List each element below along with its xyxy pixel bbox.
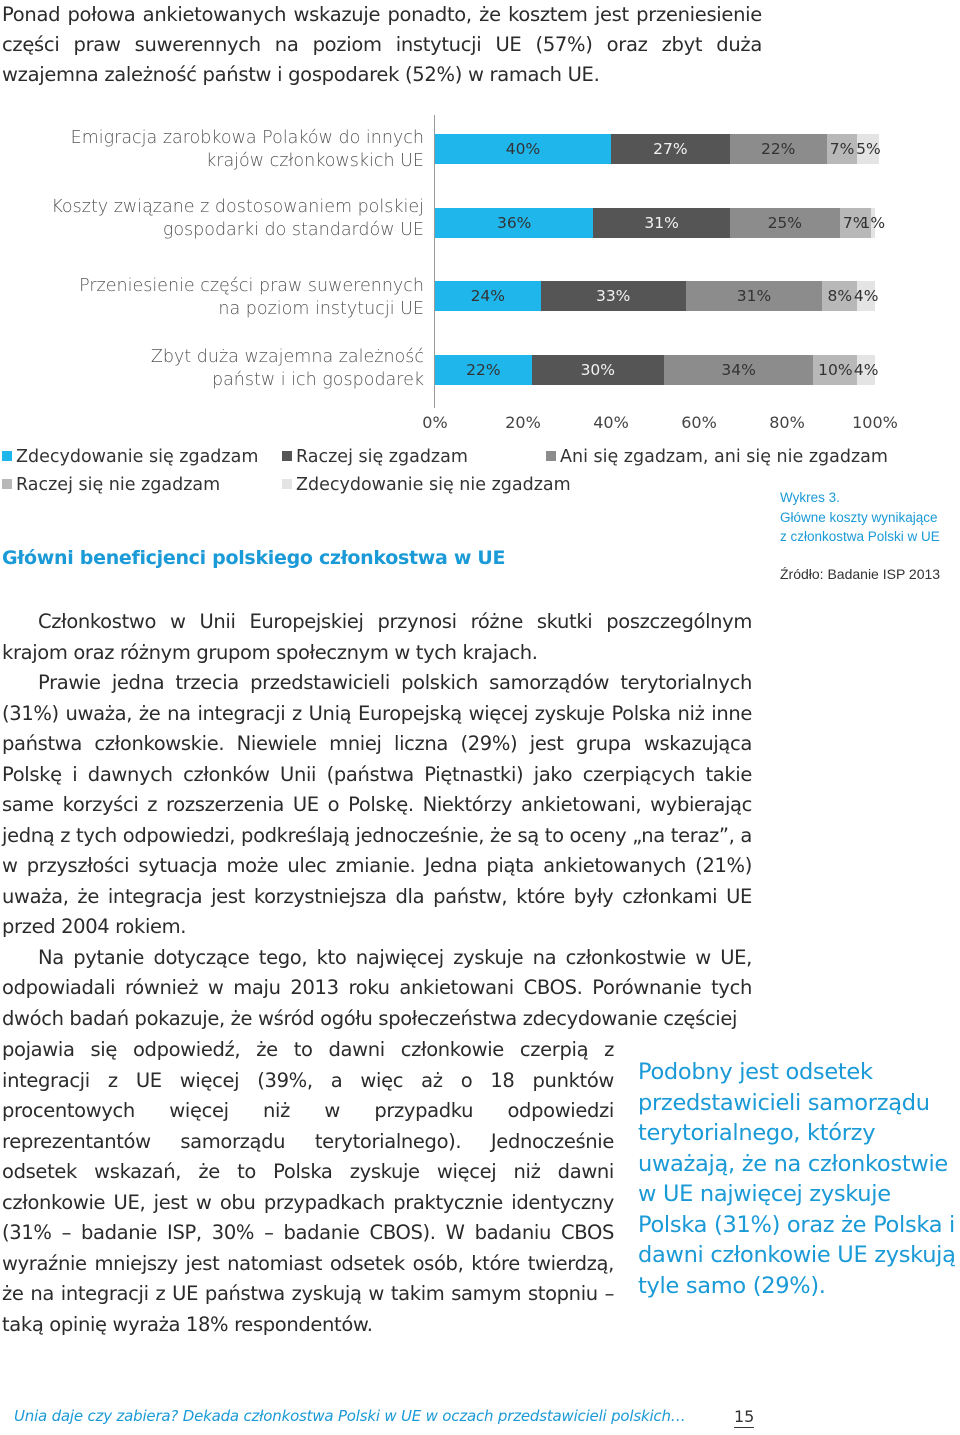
data-label: 1%	[860, 214, 886, 232]
category-label: Przeniesienie części praw suwerennych	[79, 276, 424, 296]
category-label: państw i ich gospodarek	[211, 370, 424, 390]
data-label: 30%	[580, 361, 616, 379]
x-tick-label: 40%	[593, 413, 629, 432]
figure-number: Wykres 3.	[780, 490, 840, 505]
paragraph: Prawie jedna trzecia przedstawicieli polskich samorządów terytorialnych (31%) uważa, że na integracji z Unią Europejską więcej zyskuje Polska niż inne państwa członkowskie. Niewiele mniej liczna (29%) jest grupa wskazująca Polskę i dawnych członków Unii (państwa Piętnastki) jako czerpiących takie same korzyści z rozszerzenia UE o Polskę. Niektórzy ankietowani, wybierając jedną z tych odpowiedzi, podkreślają jednocześnie, że są to oceny „na teraz”, a w przyszłości sytuacja może ulec zmianie. Jedna piąta ankietowanych (21%) uważa, że integracja jest korzystniejsza dla państw, które były członkami UE przed 2004 rokiem.	[2, 671, 752, 938]
data-label: 7%	[842, 214, 868, 232]
data-label: 4%	[853, 287, 879, 305]
category-label: krajów członkowskich UE	[206, 151, 424, 171]
body-text-narrow	[2, 1035, 614, 1340]
x-tick-label: 20%	[505, 413, 541, 432]
legend-item-zdecydowanie-zgadzam: Zdecydowanie się zgadzam	[2, 445, 258, 469]
legend-item-zdecydowanie-nie: Zdecydowanie się nie zgadzam	[282, 473, 571, 497]
category-label: gospodarki do standardów UE	[162, 220, 424, 240]
figure-source: Źródło: Badanie ISP 2013	[780, 566, 941, 582]
x-tick-label: 0%	[422, 413, 448, 432]
data-label: 25%	[767, 214, 803, 232]
footer-title: Unia daje czy zabiera? Dekada członkostwa Polski w UE w oczach przedstawicieli polskich…	[14, 1407, 686, 1425]
data-label: 5%	[856, 140, 881, 158]
pull-quote: Podobny jest odsetek przedstawicieli samorządu terytorialnego, którzy uważają, że na członkostwie w UE najwięcej zyskuje Polska (31%) oraz że Polska i dawni członkowie UE zyskują tyle samo (29%).	[638, 1059, 956, 1299]
paragraph: Członkostwo w Unii Europejskiej przynosi różne skutki poszczególnym krajom oraz różnym grupom społecznym w tych krajach.	[2, 610, 752, 664]
legend-swatch	[282, 479, 292, 489]
data-label: 10%	[818, 361, 853, 379]
x-tick-label: 60%	[681, 413, 717, 432]
data-label: 31%	[736, 287, 772, 305]
section-title: Główni beneficjenci polskiego członkostwa w UE	[2, 547, 506, 569]
category-label: na poziom instytucji UE	[218, 299, 424, 319]
data-label: 7%	[829, 140, 855, 158]
data-label: 4%	[853, 361, 879, 379]
legend-swatch	[546, 451, 556, 461]
data-label: 34%	[721, 361, 756, 379]
data-label: 31%	[644, 214, 679, 232]
data-label: 36%	[496, 214, 532, 232]
paragraph: pojawia się odpowiedź, że to dawni członkowie czerpią z integracji z UE więcej (39%, a więc aż o 18 punktów procentowych więcej niż w przypadku odpowiedzi reprezentantów samorządu terytorialnego). Jednocześnie odsetek wskazań, że to Polska zyskuje więcej niż dawni członkowie UE, jest w obu przypadkach praktycznie identyczny (31% – badanie ISP, 30% – badanie CBOS). W badaniu CBOS wyraźnie mniejszy jest natomiast odsetek osób, które twierdzą, że na integracji z UE państwa zyskują w takim samym stopniu – taką opinię wyraża 18% respondentów.	[2, 1038, 614, 1336]
figure-caption-line2: z członkostwa Polski w UE	[780, 529, 940, 544]
body-text-full	[2, 607, 752, 1034]
legend-swatch	[2, 479, 12, 489]
page-number: 15	[734, 1407, 755, 1426]
category-label: Koszty związane z dostosowaniem polskiej	[51, 197, 424, 217]
intro-paragraph: Ponad połowa ankietowanych wskazuje ponadto, że kosztem jest przeniesienie części praw suwerennych na poziom instytucji UE (57%) oraz zbyt duża wzajemna zależność państw i gospodarek (52%) w ramach UE.	[2, 3, 762, 86]
x-tick-label: 80%	[769, 413, 805, 432]
x-tick-label: 100%	[852, 413, 898, 432]
data-label: 24%	[470, 287, 506, 305]
figure-caption-line1: Główne koszty wynikające	[780, 510, 938, 525]
legend-item-raczej-zgadzam: Raczej się zgadzam	[282, 445, 468, 469]
data-label: 8%	[827, 287, 853, 305]
data-label: 22%	[760, 140, 796, 158]
data-label: 27%	[653, 140, 688, 158]
legend-item-raczej-nie: Raczej się nie zgadzam	[2, 473, 220, 497]
legend-swatch	[2, 451, 12, 461]
data-label: 22%	[466, 361, 501, 379]
category-label: Emigracja zarobkowa Polaków do innych	[70, 128, 424, 148]
paragraph: Na pytanie dotyczące tego, kto najwięcej zyskuje na członkostwie w UE, odpowiadali również w maju 2013 roku ankietowani CBOS. Porównanie tych dwóch badań pokazuje, że wśród ogółu społeczeństwa zdecydowanie częściej	[2, 945, 752, 1030]
legend-item-ani-ani: Ani się zgadzam, ani się nie zgadzam	[546, 445, 888, 469]
data-label: 33%	[595, 287, 631, 305]
category-label: Zbyt duża wzajemna zależność	[150, 347, 424, 367]
legend-swatch	[282, 451, 292, 461]
data-label: 40%	[505, 140, 541, 158]
